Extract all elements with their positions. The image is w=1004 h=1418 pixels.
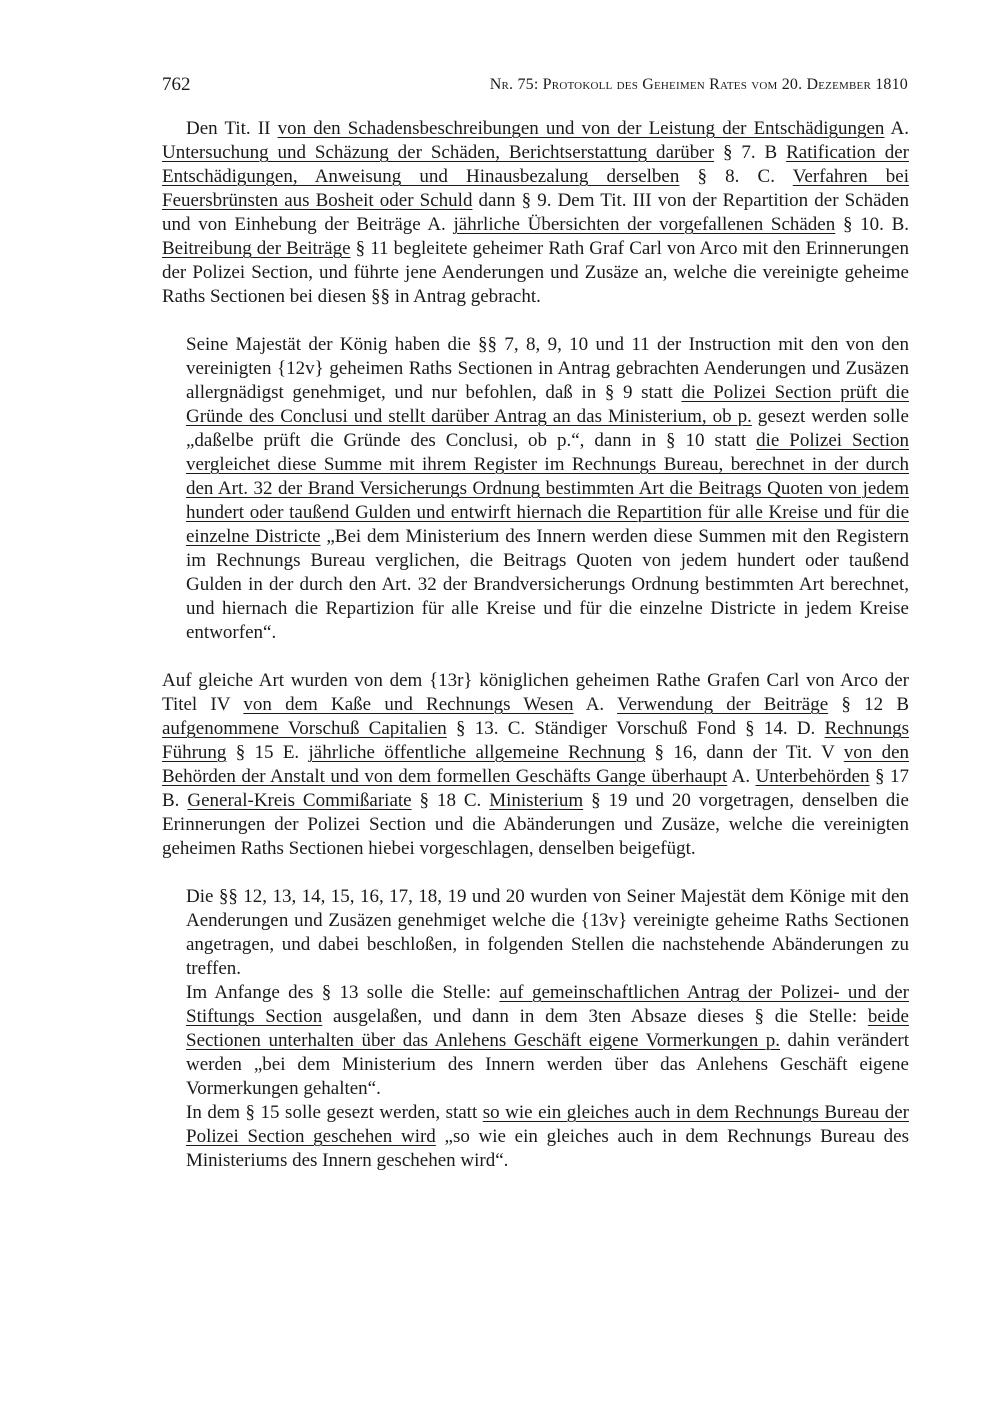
text-segment: § 11 begleitete geheimer Rath Graf Carl von Arco mit den Erinnerungen der Polizei Section, und führte jene Aenderungen und Zusäze an, welche die vereinigte geheime Raths Sectionen bei diesen §§ in Antrag gebracht. — [162, 238, 909, 307]
text-segment: § 15 E. — [226, 742, 309, 763]
underlined-text: von den Behörden der Anstalt und von dem formellen Geschäfts Gange überhaupt — [162, 742, 910, 787]
text-segment: „Bei dem Ministerium des Innern werden diese Summen mit den Registern im Rechnungs Bureau verglichen, die Beitrags Quoten von jedem hundert oder taußend Gulden in der durch den Art. 32 der Brandversicherungs Ordnung bestimmten Art berechnet, und hiernach die Repartizion für alle Kreise und für die einzelne Districte in jedem Kreise entworfen“. — [186, 526, 909, 643]
text-segment: Im Anfange des § 13 solle die Stelle: — [186, 982, 500, 1003]
underlined-text: jährliche Übersichten der vorgefallenen Schäden — [453, 214, 836, 235]
text-segment: Auf gleiche Art wurden von dem {13r} königlichen geheimen Rathe Grafen Carl von Arco der Titel IV — [162, 670, 909, 715]
resolution-paragraph — [186, 885, 909, 981]
text-segment: dahin verändert werden „bei dem Ministerium des Innern werden über das Anlehens Geschäft eigene Vormerkungen gehalten“. — [186, 1030, 910, 1099]
underlined-text: die Polizei Section prüft die Gründe des Conclusi und stellt darüber Antrag an das Ministerium, ob p. — [186, 382, 909, 427]
underlined-text: jährliche öffentliche allgemeine Rechnung — [308, 742, 646, 763]
text-segment: § 13. C. Ständiger Vorschuß Fond § 14. D. — [446, 718, 825, 739]
underlined-text: beide Sectionen unterhalten über das Anlehens Geschäft eigene Vormerkungen p. — [186, 1006, 909, 1051]
underlined-text: Rechnungs Führung — [162, 718, 909, 763]
underlined-text: Unterbehörden — [755, 766, 870, 787]
underlined-text: General-Kreis Commißariate — [187, 790, 412, 811]
underlined-text: aufgenommene Vorschuß Capitalien — [162, 718, 447, 739]
running-head: Nr. 75: Protokoll des Geheimen Rates vom 20. Dezember 1810 — [489, 76, 908, 93]
text-segment: § 8. C. — [679, 166, 793, 187]
underlined-text: Ministerium — [489, 790, 584, 811]
text-segment: A. — [884, 118, 909, 139]
page-header — [162, 74, 908, 100]
text-segment: gesezt werden solle „daßelbe prüft die Gründe des Conclusi, ob p.“, dann in § 10 statt — [186, 406, 909, 451]
text-segment: „so wie ein gleiches auch in dem Rechnungs Bureau des Ministeriums des Innern geschehen wird“. — [186, 1126, 909, 1171]
underlined-text: auf gemeinschaftlichen Antrag der Polizei- und der Stiftungs Section — [186, 982, 909, 1027]
text-segment: § 7. B — [714, 142, 787, 163]
resolution-paragraph — [186, 333, 909, 645]
resolution-paragraph — [186, 981, 909, 1101]
underlined-text: Untersuchung und Schäzung der Schäden, Berichtserstattung darüber — [162, 142, 715, 163]
text-segment: A. — [573, 694, 618, 715]
underlined-text: Verwendung der Beiträge — [617, 694, 829, 715]
body-text — [162, 117, 909, 1173]
underlined-text: die Polizei Section vergleichet diese Summe mit ihrem Register im Rechnungs Bureau, berechnet in der durch den Art. 32 der Brand Versicherungs Ordnung bestimmten Art die Beitrags Quoten von jedem hundert oder taußend Gulden und entwirft hiernach die Repartition für alle Kreise und für die einzelne Districte — [186, 430, 909, 547]
underlined-text: Verfahren bei Feuersbrünsten aus Bosheit oder Schuld — [162, 166, 910, 211]
text-segment: § 18 C. — [411, 790, 490, 811]
text-segment: § 12 B — [828, 694, 909, 715]
text-segment: Die §§ 12, 13, 14, 15, 16, 17, 18, 19 und 20 wurden von Seiner Majestät dem Könige mit den Aenderungen und Zusäzen genehmiget welche die {13v} vereinigte geheime Raths Sectionen angetragen, und dabei beschloßen, in folgenden Stellen die nachstehende Abänderungen zu treffen. — [186, 886, 909, 979]
text-segment: ausgelaßen, und dann in dem 3ten Absaze dieses § die Stelle: — [322, 1006, 868, 1027]
body-paragraph — [162, 669, 909, 861]
text-segment: In dem § 15 solle gesezt werden, statt — [186, 1102, 483, 1123]
text-segment: § 17 B. — [162, 766, 909, 811]
page-number: 762 — [162, 74, 191, 95]
underlined-text: Ratification der Entschädigungen, Anweisung und Hinausbezalung derselben — [162, 142, 909, 187]
underlined-text: von dem Kaße und Rechnungs Wesen — [243, 694, 574, 715]
text-segment: dann § 9. Dem Tit. III von der Repartition der Schäden und von Einhebung der Beiträge A. — [162, 190, 910, 235]
text-segment: A. — [727, 766, 756, 787]
text-segment: Seine Majestät der König haben die §§ 7, 8, 9, 10 und 11 der Instruction mit den von den vereinigten {12v} geheimen Raths Sectionen in Antrag gebrachten Aenderungen und Zusäzen allergnädigst genehmiget, und nur befohlen, daß in § 9 statt — [186, 334, 909, 403]
underlined-text: von den Schadensbeschreibungen und von der Leistung der Entschädigungen — [277, 118, 885, 139]
underlined-text: Beitreibung der Beiträge — [162, 238, 351, 259]
underlined-text: so wie ein gleiches auch in dem Rechnungs Bureau der Polizei Section geschehen wird — [186, 1102, 909, 1147]
text-segment: § 19 und 20 vorgetragen, denselben die Erinnerungen der Polizei Section und die Abänderungen und Zusäze, welche die vereinigten geheimen Raths Sectionen hiebei vorgeschlagen, denselben beigefügt. — [162, 790, 909, 859]
text-segment: Den Tit. II — [186, 118, 278, 139]
body-paragraph — [162, 117, 909, 309]
text-segment: § 10. B. — [835, 214, 909, 235]
resolution-paragraph — [186, 1101, 909, 1173]
text-segment: § 16, dann der Tit. V — [645, 742, 844, 763]
